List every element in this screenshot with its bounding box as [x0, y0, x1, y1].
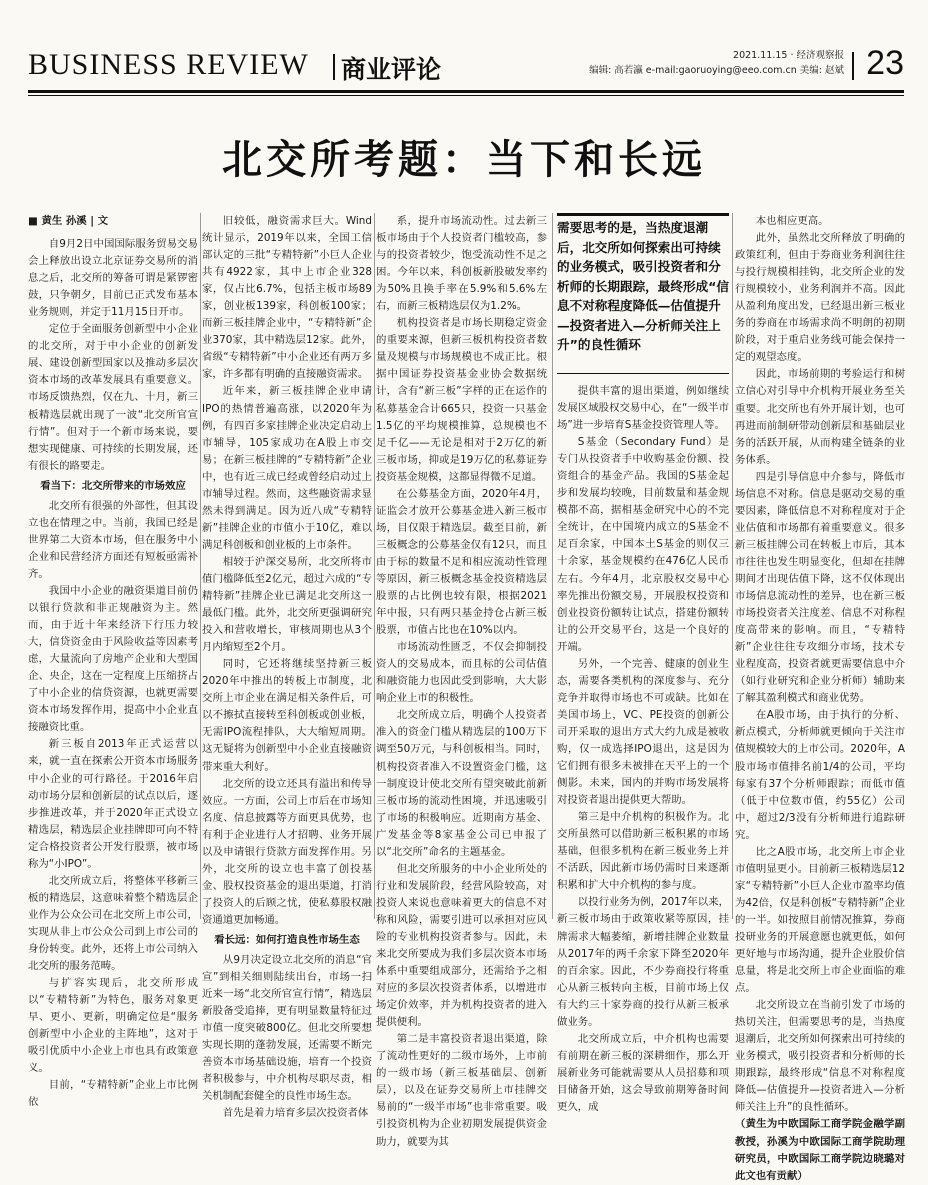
- column-4: [557, 383, 729, 1113]
- column-3-body: [376, 213, 547, 1151]
- paragraph: 相较于沪深交易所，北交所将市值门槛降低至2亿元，超过六成的“专精特新”挂牌企业已满足北交所这一最低门槛。此外，北交所更强调研究投入和营收增长，审核周期也从3个月内缩短至2个月。: [202, 555, 372, 654]
- paragraph: 北交所的设立还具有溢出和传导效应。一方面，公司上市后在市场知名度、信息披露等方面更具优势，也有利于企业进行人才招聘、业务开展以及申请银行贷款方面发挥作用。另外，北交所的设立也丰富了创投基金、股权投资基金的退出渠道，打消了投资人的后顾之忧，使私募股权融资通道更加畅通。: [202, 777, 372, 926]
- paragraph: 北交所成立后，将整体平移新三板的精选层，这意味着整个精选层企业作为公众公司在北交所上市公司，实现从非上市公众公司到上市公司的身份转变。此外，还将上市公司纳入北交所的服务范畴。: [28, 874, 198, 973]
- paragraph: 定位于全面服务创新型中小企业的北交所，对于中小企业的创新发展、建设创新型国家以及推动多层次资本市场的改革发展具有重要意义。市场反馈热烈，仅在九、十月，新三板精选层就出现了一波“北交所官宣行情”。但对于一个新市场来说，要想实现健康、可持续的长期发展，还有很长的路要走。: [28, 323, 198, 472]
- page-number-divider: [852, 52, 854, 80]
- paragraph: 机构投资者是市场长期稳定资金的重要来源，但新三板机构投资者数量及规模与市场规模也不成正比。根据中国证券投资基金业协会数据统计，含有“新三板”字样的正在运作的私募基金合计665只，投资一只基金1.5亿的平均规模推算，总规模也不足千亿——无论是相对于2万亿的新三板市场，抑或是19万亿的私募证券投资基金规模，这都显得微不足道。: [376, 317, 547, 483]
- column-1-intro: [28, 236, 198, 475]
- page-number: 23: [866, 44, 904, 82]
- paragraph: 在A股市场，由于执行的分析、新点模式，分析师就更倾向于关注市值规模较大的上市公司。2020年，A股市场市值排名前1/4的公司，平均每家有37个分析师跟踪；而低市值（低于中位数市值，约55亿）公司中，超过2/3没有分析师进行追踪研究。: [735, 709, 905, 841]
- column-divider: [552, 213, 553, 919]
- paragraph: 但北交所服务的中小企业所处的行业和发展阶段，经营风险较高，对投资人来说也意味着更大的信息不对称和风险，需要引进可以承担对应风险的专业机构投资者参与。因此，未来北交所要成为我们多层次资本市场体系中重要组成部分，还需给予之相对应的多层次投资者体系，以增进市场定价效率，并为机构投资者的进入提供便利。: [376, 862, 547, 1029]
- column-divider: [200, 213, 201, 919]
- paragraph: 比之A股市场，北交所上市企业市值明显更小。目前新三板精选层12家“专精特新”小巨人企业市盈率均值为42倍，仅是科创板“专精特新”企业的一半。如按照目前情况推算，券商投研业务的开展意愿也就更低，如何更好地与市场沟通，提升企业股价信息量，将是北交所上市企业面临的难点。: [735, 845, 905, 995]
- column-1-body: [28, 498, 198, 1112]
- paragraph: 同时，它还将继续坚持新三板2020年中推出的转板上市制度，北交所上市企业在满足相关条件后，可以不擦拭直接转至科创板或创业板，无需IPO流程排队，大大缩短周期。这无疑将为创新型中小企业直接融资带来重大利好。: [202, 658, 372, 773]
- column-4-body: [557, 383, 729, 1116]
- byline: ■ 黄生 孙溪 | 文: [28, 215, 109, 227]
- paragraph: 自9月2日中国国际服务贸易交易会上释放出设立北京证券交易所的消息之后，北交所的筹备可谓是紧锣密鼓，只争朝夕，目前已正式发布基本业务规则，并定于11月15日开市。: [28, 238, 198, 319]
- paragraph: 目前，“专精特新”企业上市比例依: [28, 1079, 198, 1109]
- paragraph: 近年来，新三板挂牌企业申请IPO的热情普遍高涨，以2020年为例，有四百多家挂牌企业决定启动上市辅导，105家成功在A股上市交易；在新三板挂牌的“专精特新”企业中，也有近三成已经或曾经启动过上市辅导过程。然而，这些融资需求显然未得到满足。因为近八成“专精特新”挂牌企业的市值小于10亿，难以满足科创板和创业板的上市条件。: [202, 385, 372, 551]
- paragraph: 系，提升市场流动性。过去新三板市场由于个人投资者门槛较高，参与的投资者较少，饱受流动性不足之困。今年以来，科创板新股破发率约为50%且换手率在5.9%和5.6%左右，而新三板精选层仅为1.2%。: [376, 215, 547, 313]
- paragraph: 第二是丰富投资者退出渠道，除了流动性更好的二级市场外，上市前的一级市场（新三板基础层、创新层），以及在证券交易所上市挂牌交易前的“一级半市场”也非常重要。吸引投资机构为企业初期发展提供资金助力，就要为其: [376, 1033, 547, 1148]
- paragraph: 提供丰富的退出渠道，例如继续发展区域股权交易中心，在“一级半市场”进一步培育S基金投资管理人等。: [557, 385, 729, 432]
- header-rule: [28, 90, 904, 93]
- masthead-meta: [589, 48, 844, 78]
- paragraph: 市场流动性匮乏，不仅会抑制投资人的交易成本，而且标的公司估值和融资能力也因此受到影响，大大影响企业上市的积极性。: [376, 641, 547, 705]
- column-5: [735, 213, 905, 1182]
- paragraph: 新三板自2013年正式运营以来，就一直在探索公开资本市场服务中小企业的可行路径。于2016年启动市场分层和创新层的试点以后，逐步推进改革，并于2020年正式设立精选层，精选层企业挂牌即可向不特定合格投资者公开发行股票，被市场称为“小IPO”。: [28, 738, 198, 870]
- paragraph: 北交所有很强的外部性，但其设立也在情理之中。当前，我国已经是世界第二大资本市场，但在服务中小企业和民营经济方面还有短板亟需补齐。: [28, 499, 198, 580]
- paragraph: 第三是中介机构的积极作为。北交所虽然可以借助新三板积累的市场基础，但很多机构在新三板业务上并不活跃，因此新市场仍需时日来逐渐积累和扩大中介机构的参与度。: [557, 811, 729, 892]
- paragraph: 旧较低，融资需求巨大。Wind统计显示，2019年以来，全国工信部认定的三批“专精特新”小巨人企业共有4922家，其中上市企业328家，仅占比6.7%，包括主板市场89家，创业板139家，科创板100家；而新三板挂牌企业中，“专精特新”企业370家，其中精选层12家。此外，省级“专精特新”中小企业还有两万多家，许多都有明确的直接融资需求。: [202, 215, 372, 381]
- paragraph: 另外，一个完善、健康的创业生态，需要各类机构的深度参与、充分竞争并取得市场也不可或缺。比如在美国市场上，VC、PE投资的创新公司开采取的退出方式大约九成是被收购，仅一成选择IPO退出，这是因为它们拥有很多未被排在天平上的一个侧影。未来，国内的并购市场发展将对投资者退出提供更大帮助。: [557, 657, 729, 807]
- column-5-body: [735, 213, 905, 1116]
- masthead-title-en: BUSINESS REVIEW: [28, 48, 309, 81]
- masthead-date-line: 2021.11.15 · 经济观察报: [733, 50, 844, 61]
- pull-quote-top-rule: [557, 213, 729, 216]
- author-note: （黄生为中欧国际工商学院金融学副教授，孙溪为中欧国际工商学院助理研究员，中欧国际工商学院边晓璐对此文也有贡献）: [735, 1118, 905, 1182]
- header-rule-thin: [28, 95, 904, 96]
- masthead: [28, 44, 904, 88]
- paragraph: 四是引导信息中介参与，降低市场信息不对称。信息是驱动交易的重要因素，降低信息不对称程度对于企业估值和市场都有着重要意义。很多新三板挂牌公司在转板上市后，其本市往往也发生明显变化，但却在挂牌期间才出现估值下降，这不仅体现出市场信息流动性的差异，也在新三板市场投资者关注度差、信息不对称程度高带来的影响。而且，“专精特新”企业往往专攻细分市场，技术专业程度高，投资者就更需要信息中介（如行业研究和企业分析师）辅助来了解其盈利模式和商业优势。: [735, 470, 905, 705]
- article-headline: 北交所考题：当下和长远: [222, 136, 706, 183]
- paragraph: 在公募基金方面，2020年4月，证监会才放开公募基金进入新三板市场，目仅限于精选层。截至目前，新三板概念的公募基金仅有12只，而且由于标的数量不足和相应流动性管理等原因，新三板概念基金投资精选层股票的占比例也较有限，根据2021年中报，只有两只基金持仓占新三板股票，市值占比也在10%以内。: [376, 487, 547, 637]
- paragraph: 从9月决定设立北交所的消息“官宣”到相关细则陆续出台，市场一扫近来一场“北交所官宣行情”，精选层新股备受追捧，更有明显数量特征过市值一度突破800亿。但北交所要想实现长期的蓬勃发展，还需要不断完善资本市场基础设施，培育一个投资者积极参与，中介机构尽职尽责，相关机制配套健全的良性市场生态。: [202, 954, 372, 1103]
- subheading-future: 看长远：如何打造良性市场生态: [214, 933, 360, 946]
- paragraph: 此外，虽然北交所释放了明确的政策红利，但由于券商业务利润往往与投行规模相挂钩，北交所企业的发行规模较小，业务利润并不高。因此从盈利角度出发，已经退出新三板业务的券商在市场需求尚不明朗的初期阶段，对于重启业务线可能会保持一定的观望态度。: [735, 232, 905, 364]
- paragraph: 因此，市场前期的考验运行和树立信心对引导中介机构开展业务至关重要。北交所也有外开展计划，也可再进而前制研带动创新层和基础层业务的活跃开展，从而构建全链条的业务体系。: [735, 368, 905, 466]
- column-2-tail: [202, 952, 372, 1122]
- paragraph: S基金（Secondary Fund）是专门从投资者手中收购基金份额、投资组合的基金产品。我国的S基金起步和发展均较晚，目前数量和基金规模都不高，据相基金研究中心的不完全统计，在中国境内成立的S基金不足百余家，中国本土S基金的则仅三十余家，基金规模约在476亿人民币左右。今年4月，北京股权交易中心率先推出份额交易，开展股权投资和创业投资份额转让试点，搭建份额转让的公开交易平台，这是一个良好的开端。: [557, 436, 729, 653]
- subheading-present: 看当下：北交所带来的市场效应: [40, 479, 186, 492]
- column-divider: [732, 213, 733, 919]
- masthead-editor-line: 编辑: 高若瀛 e-mail:gaoruoying@eeo.com.cn 美编: 赵斌: [589, 65, 844, 76]
- masthead-divider: [333, 54, 335, 80]
- masthead-title-cn: 商业评论: [341, 55, 442, 84]
- paragraph: 首先是着力培育多层次投资者体: [222, 1107, 369, 1120]
- column-1: [28, 213, 198, 1109]
- column-3: [376, 213, 547, 1148]
- pull-quote: 需要思考的是，当热度退潮后，北交所如何探索出可持续的业务模式，吸引投资者和分析师的长期跟踪，最终形成“信息不对称程度降低—估值提升—投资者进入—分析师关注上升”的良性循环: [557, 220, 729, 352]
- column-2-body: [202, 213, 372, 929]
- column-2: [202, 213, 372, 1120]
- paragraph: 与扩容实现后，北交所形成以“专精特新”为特色，服务对象更早、更小、更新，明确定位是“服务创新型中小企业的主阵地”，这对于吸引优质中小企业上市也具有政策意义。: [28, 977, 198, 1075]
- paragraph: 本也相应更高。: [755, 215, 829, 227]
- paragraph: 以投行业务为例，2017年以来，新三板市场由于政策收紧等原因，挂牌需求大幅萎缩，新增挂牌企业数量从2017年的两千余家下降至2020年的百余家。因此，不少券商投行将重心从新三板转向主板，目前市场上仅有大约三十家券商的投行从新三板承做业务。: [557, 896, 729, 1028]
- column-divider: [374, 213, 375, 919]
- paragraph: 北交所成立后，明确个人投资者准入的资金门槛从精选层的100万下调至50万元，与科创板相当。同时，机构投资者准入不设置资金门槛，这一制度设计使北交所有望突破此前新三板市场的流动性困境，并迅速吸引了市场的积极响应。近期南方基金、广发基金等8家基金公司已申报了以“北交所”命名的主题基金。: [376, 709, 547, 858]
- paragraph: 我国中小企业的融资渠道目前仍以银行贷款和非正规融资为主。然而，由于近十年来经济下行压力较大，信贷资金由于风险收益等因素考虑，大量流向了房地产企业和大型国企、央企，这在一定程度上压缩挤占了中小企业的信贷资源，也就更需要资本市场发挥作用，提高中小企业直接融资比重。: [28, 584, 198, 734]
- pull-quote-bottom-rule: [557, 373, 729, 374]
- paragraph: 北交所设立在当前引发了市场的热切关注，但需要思考的是，当热度退潮后，北交所如何探索出可持续的业务模式，吸引投资者和分析师的长期跟踪，最终形成“信息不对称程度降低—估值提升—投资者进入—分析师关注上升”的良性循环。: [735, 999, 905, 1114]
- paragraph: 北交所成立后，中介机构也需要有前期在新三板的深耕细作，那么开展新业务可能就需要从人员招募和项目储备开始，这会导致前期筹备时间更久，成: [557, 1032, 729, 1113]
